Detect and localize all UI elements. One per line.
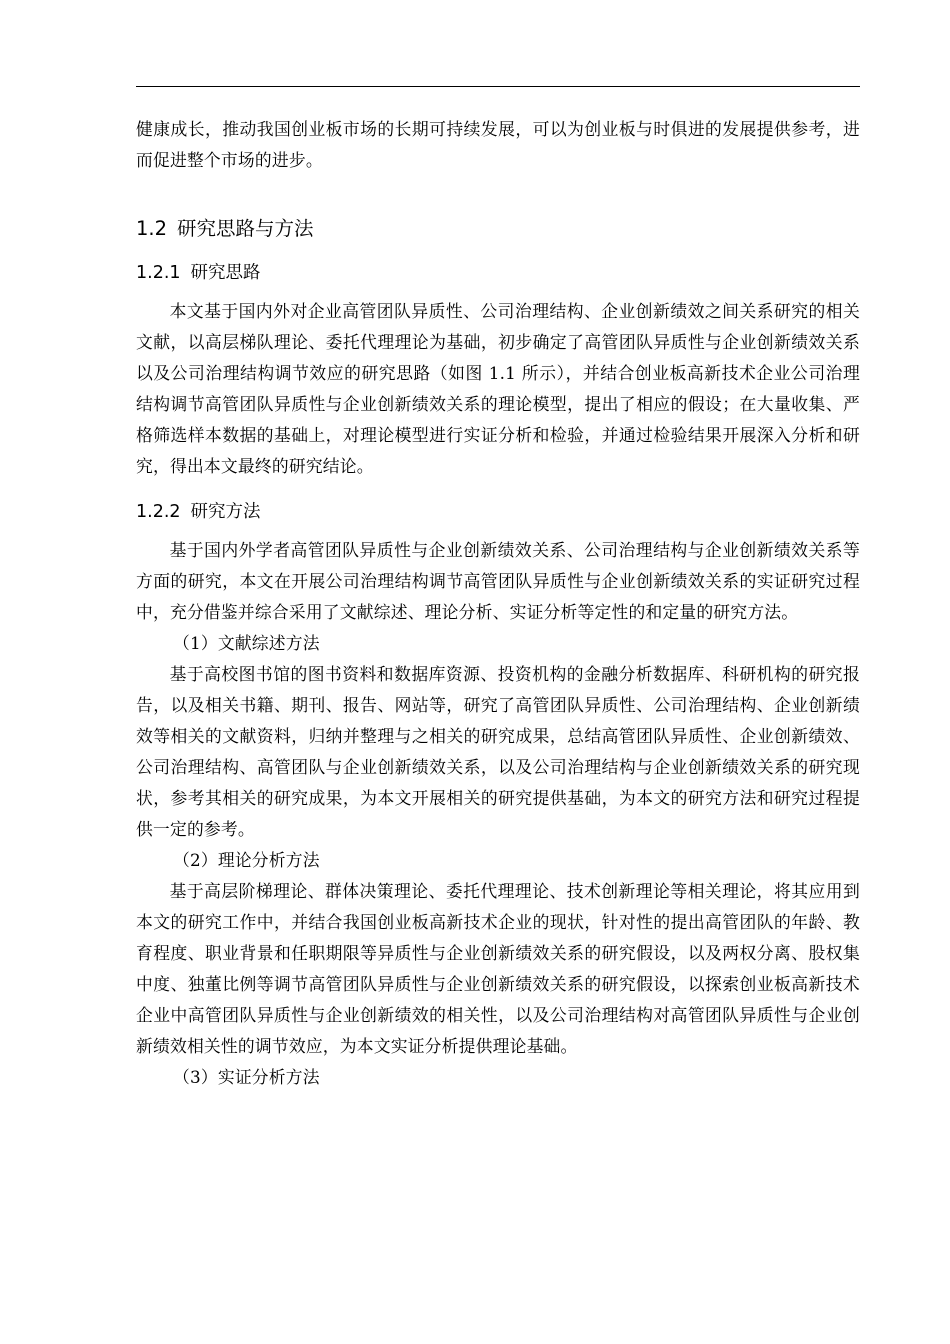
subsection-number: 1.2.1	[136, 263, 181, 283]
header-rule	[136, 86, 860, 87]
paragraph-continuation: 健康成长，推动我国创业板市场的长期可持续发展，可以为创业板与时俱进的发展提供参考，进而促进整个市场的进步。	[136, 119, 860, 170]
document-page	[136, 0, 860, 1344]
method-item-theoretical-analysis: （2）理论分析方法	[173, 850, 320, 870]
subsection-title: 研究思路	[190, 263, 261, 283]
section-number: 1.2	[136, 217, 168, 240]
paragraph-research-approach: 本文基于国内外对企业高管团队异质性、公司治理结构、企业创新绩效之间关系研究的相关文献，以高层梯队理论、委托代理理论为基础，初步确定了高管团队异质性与企业创新绩效关系以及公司治理结构调节效应的研究思路（如图 1.1 所示），并结合创业板高新技术企业公司治理结构调节高管团队异质性与企业创新绩效关系的理论模型，提出了相应的假设；在大量收集、严格筛选样本数据的基础上，对理论模型进行实证分析和检验，并通过检验结果开展深入分析和研究，得出本文最终的研究结论。	[136, 301, 860, 476]
paragraph-research-methods: 基于国内外学者高管团队异质性与企业创新绩效关系、公司治理结构与企业创新绩效关系等方面的研究，本文在开展公司治理结构调节高管团队异质性与企业创新绩效关系的实证研究过程中，充分借鉴并综合采用了文献综述、理论分析、实证分析等定性的和定量的研究方法。	[136, 540, 860, 622]
paragraph-literature-review: 基于高校图书馆的图书资料和数据库资源、投资机构的金融分析数据库、科研机构的研究报告，以及相关书籍、期刊、报告、网站等，研究了高管团队异质性、公司治理结构、企业创新绩效等相关的文献资料，归纳并整理与之相关的研究成果，总结高管团队异质性、企业创新绩效、公司治理结构、高管团队与企业创新绩效关系，以及公司治理结构与企业创新绩效关系的研究现状，参考其相关的研究成果，为本文开展相关的研究提供基础，为本文的研究方法和研究过程提供一定的参考。	[136, 664, 860, 839]
method-item-empirical-analysis: （3）实证分析方法	[173, 1067, 320, 1087]
section-title: 研究思路与方法	[177, 217, 314, 240]
paragraph-theoretical-analysis: 基于高层阶梯理论、群体决策理论、委托代理理论、技术创新理论等相关理论，将其应用到本文的研究工作中，并结合我国创业板高新技术企业的现状，针对性的提出高管团队的年龄、教育程度、职业背景和任职期限等异质性与企业创新绩效关系的研究假设，以及两权分离、股权集中度、独董比例等调节高管团队异质性与企业创新绩效关系的研究假设，以探索创业板高新技术企业中高管团队异质性与企业创新绩效的相关性，以及公司治理结构对高管团队异质性与企业创新绩效相关性的调节效应，为本文实证分析提供理论基础。	[136, 881, 860, 1056]
subsection-heading-1-2-1	[136, 258, 860, 288]
subsection-number: 1.2.2	[136, 502, 181, 522]
document-body	[136, 114, 860, 1093]
subsection-heading-1-2-2	[136, 497, 860, 527]
section-heading-1-2	[136, 214, 860, 244]
subsection-title: 研究方法	[190, 502, 261, 522]
method-item-literature-review: （1）文献综述方法	[173, 633, 320, 653]
